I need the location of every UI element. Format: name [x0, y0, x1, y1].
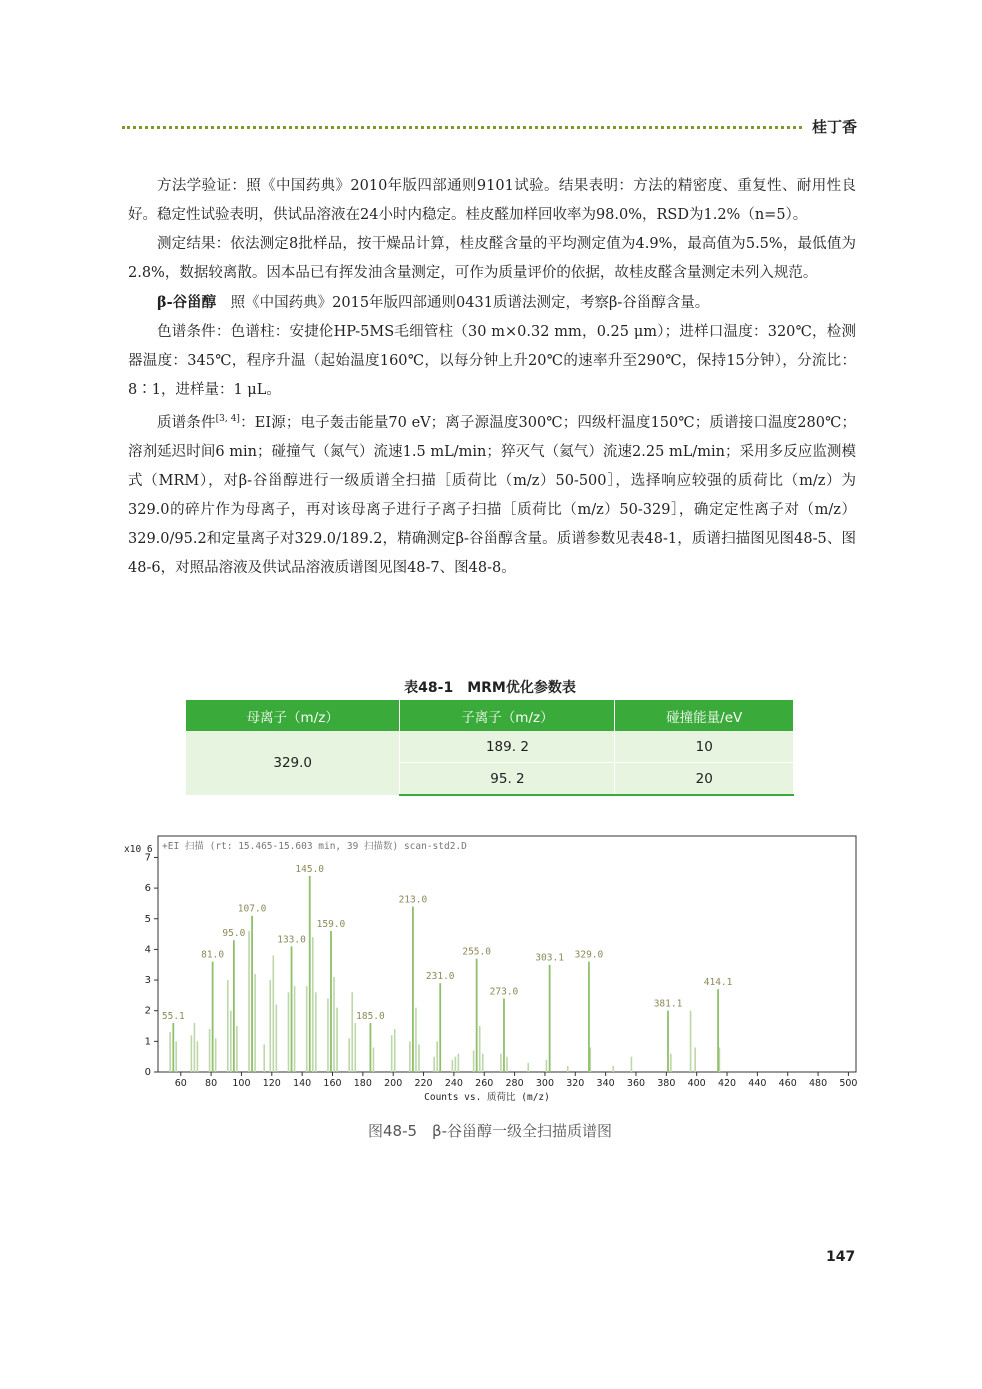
header-daughter-ion: 子离子（m/z） — [400, 700, 615, 731]
cell-parent-ion: 329.0 — [186, 731, 400, 795]
x-tick-label: 140 — [293, 1078, 312, 1089]
mass-spectrum-chart — [118, 832, 866, 1112]
x-tick-label: 440 — [748, 1078, 767, 1089]
y-tick-label: 5 — [144, 913, 151, 925]
y-tick-label: 6 — [144, 883, 151, 895]
table-header-row — [186, 700, 794, 731]
x-tick-label: 360 — [626, 1078, 646, 1089]
peak-label: 55.1 — [161, 1010, 185, 1022]
y-tick-label: 1 — [144, 1036, 151, 1048]
ms-conditions-text: ：EI源；电子轰击能量70 eV；离子源温度300℃；四级杆温度150℃；质谱接口温度280℃；溶剂延迟时间6 min；碰撞气（氮气）流速1.5 mL/min；猝灭气（氦气）流速2.25 mL/min；采用多反应监测模式（MRM），对β-谷甾醇进行一级质谱全扫描［质荷比（m/z）50-500］，选择响应较强的质荷比（m/z）为329.0的碎片作为母离子，再对该母离子进行子离子扫描［质荷比（m/z）50-329］，确定定性离子对（m/z）329.0/95.2和定量离子对329.0/189.2，精确测定β-谷甾醇含量。质谱参数见表48-1，质谱扫描图见图48-5、图48-6，对照品溶液及供试品溶液质谱图见图48-7、图48-8。 — [128, 414, 856, 576]
x-tick-label: 280 — [505, 1078, 524, 1089]
table-caption: 表48-1 MRM优化参数表 — [404, 680, 576, 696]
peak-label: 414.1 — [703, 977, 733, 989]
paragraph-sitosterol — [128, 288, 856, 318]
figure-caption: 图48-5 β-谷甾醇一级全扫描质谱图 — [367, 1122, 613, 1140]
table-row — [186, 731, 794, 763]
x-tick-label: 60 — [174, 1078, 187, 1089]
running-header: 桂丁香 — [812, 118, 858, 136]
peak-label: 231.0 — [425, 971, 455, 983]
y-tick-label: 7 — [144, 852, 151, 864]
peak-label: 159.0 — [316, 919, 346, 931]
peak-label: 81.0 — [201, 949, 225, 961]
x-tick-label: 340 — [596, 1078, 615, 1089]
y-tick-label: 3 — [144, 975, 151, 987]
paragraph-results: 测定结果：依法测定8批样品，按干燥品计算，桂皮醛含量的平均测定值为4.9%，最高值为5.5%，最低值为2.8%，数据较离散。因本品已有挥发油含量测定，可作为质量评价的依据，故桂皮醛含量测定未列入规范。 — [128, 236, 856, 281]
x-tick-label: 400 — [687, 1078, 706, 1089]
x-tick-label: 80 — [205, 1078, 218, 1089]
y-tick-label: 4 — [144, 944, 151, 956]
page-number: 147 — [826, 1249, 856, 1265]
section-heading: β-谷甾醇 — [157, 294, 217, 311]
peak-label: 381.1 — [653, 998, 683, 1010]
cell-daughter-ion: 95. 2 — [400, 763, 615, 796]
x-tick-label: 460 — [778, 1078, 797, 1089]
x-tick-label: 500 — [839, 1078, 858, 1089]
x-tick-label: 300 — [535, 1078, 555, 1089]
peak-label: 95.0 — [222, 928, 246, 940]
peak-label: 213.0 — [398, 894, 428, 906]
x-tick-label: 240 — [444, 1078, 463, 1089]
paragraph-chromatography: 色谱条件：色谱柱：安捷伦HP-5MS毛细管柱（30 m×0.32 mm，0.25 μm）；进样口温度：320℃，检测器温度：345℃，程序升温（起始温度160℃，以每分钟上升20℃的速率升至290℃，保持15分钟），分流比：8∶1，进样量：1 μL。 — [128, 324, 856, 398]
mass-spectrum-figure — [118, 832, 866, 1112]
x-tick-label: 160 — [323, 1078, 342, 1089]
header-divider — [122, 126, 802, 129]
y-tick-label: 0 — [144, 1067, 151, 1078]
paragraph-sitosterol-text: 照《中国药典》2015年版四部通则0431质谱法测定，考察β-谷甾醇含量。 — [216, 295, 710, 311]
cell-energy: 10 — [615, 731, 794, 763]
chart-title: +EI 扫描 (rt: 15.465-15.603 min, 39 扫描数) scan-std2.D — [162, 841, 467, 852]
x-tick-label: 180 — [353, 1078, 372, 1089]
header-collision-energy: 碰撞能量/eV — [615, 700, 794, 731]
x-tick-label: 480 — [808, 1078, 828, 1089]
x-tick-label: 220 — [414, 1078, 433, 1089]
citation-ref: [3, 4] — [215, 414, 240, 424]
x-axis-label: Counts vs. 质荷比 (m/z) — [424, 1092, 550, 1103]
peak-label: 185.0 — [356, 1010, 385, 1022]
peak-label: 107.0 — [237, 903, 267, 915]
header-parent-ion: 母离子（m/z） — [186, 700, 400, 731]
paragraph-ms-conditions — [128, 405, 856, 583]
peak-label: 303.1 — [535, 952, 564, 964]
paragraph-method-validation: 方法学验证：照《中国药典》2010年版四部通则9101试验。结果表明：方法的精密度、重复性、耐用性良好。稳定性试验表明，供试品溶液在24小时内稳定。桂皮醛加样回收率为98.0%，RSD为1.2%（n=5）。 — [128, 178, 856, 223]
y-axis-multiplier: x10 6 — [124, 844, 153, 855]
x-tick-label: 260 — [475, 1078, 494, 1089]
x-tick-label: 420 — [717, 1078, 737, 1089]
x-tick-label: 380 — [657, 1078, 676, 1089]
peak-label: 255.0 — [462, 946, 491, 958]
x-tick-label: 320 — [566, 1078, 585, 1089]
cell-daughter-ion: 189. 2 — [400, 731, 615, 763]
x-tick-label: 100 — [232, 1078, 251, 1089]
peak-label: 145.0 — [295, 863, 325, 875]
peak-label: 133.0 — [277, 934, 306, 946]
x-tick-label: 200 — [384, 1078, 403, 1089]
mrm-table — [186, 700, 794, 796]
peak-label: 329.0 — [574, 949, 604, 961]
plot-area — [158, 836, 856, 1072]
x-tick-label: 120 — [262, 1078, 281, 1089]
body-text — [128, 172, 856, 583]
ms-conditions-label: 质谱条件 — [157, 414, 216, 431]
cell-energy: 20 — [615, 763, 794, 796]
y-tick-label: 2 — [144, 1005, 151, 1017]
peak-label: 273.0 — [489, 986, 519, 998]
